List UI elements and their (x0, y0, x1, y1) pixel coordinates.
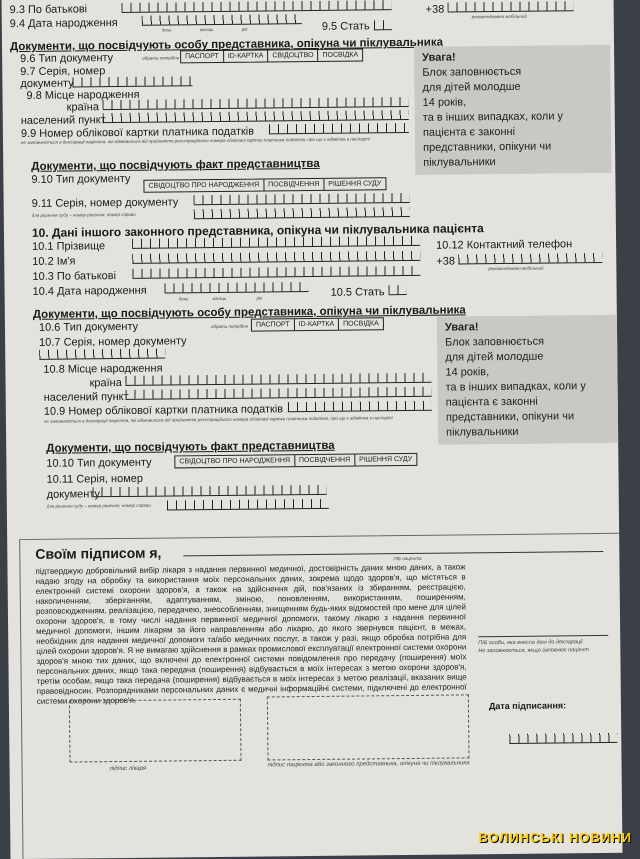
s10-reptype-court[interactable]: РІШЕННЯ СУДУ (355, 454, 416, 466)
s10-sex-label: 10.5 Стать (331, 287, 385, 299)
s9-reptype-certificate[interactable]: ПОСВІДЧЕННЯ (264, 179, 324, 191)
s9-doctype-idcard[interactable]: ID-КАРТКА (224, 50, 269, 61)
s9-court-note: для рішення суду – номер рішення, номер справи (32, 212, 136, 218)
s10-warning-box (437, 315, 622, 445)
s10-docs-heading: Документи, що посвідчують особу представника, опікуна чи піклувальника (33, 304, 466, 321)
s10-series-cells[interactable] (39, 349, 165, 360)
s10-dob-cells[interactable] (165, 282, 309, 294)
s10-phone-cells[interactable] (458, 253, 602, 265)
s10-phone-label: 10.12 Контактний телефон (436, 239, 572, 251)
s9-tax-cells[interactable] (269, 123, 409, 134)
s10-choose-hint: обрати потрібне (211, 324, 248, 329)
s9-year-hint: рік (242, 27, 248, 32)
s10-reptype-certificate[interactable]: ПОСВІДЧЕННЯ (295, 455, 355, 467)
s10-year-hint: рік (257, 296, 263, 301)
s10-surname-cells[interactable] (132, 236, 420, 249)
s9-patronymic-cells[interactable] (122, 0, 392, 13)
s9-reptype-options (143, 177, 386, 193)
declaration-form-page (2, 0, 623, 859)
s10-tax-label: 10.9 Номер облікової картки платника податків (44, 404, 283, 418)
s9-rep-heading: Документи, що посвідчують факт представництва (31, 158, 320, 173)
watermark-logo: ВОЛИНСЬКІ НОВИНИ (478, 830, 632, 845)
s9-repseries-cells-2[interactable] (194, 207, 410, 219)
s10-birthplace-label: 10.8 Місце народження (43, 364, 162, 376)
s9-doctype-certificate[interactable]: СВІДОЦТВО (268, 50, 318, 62)
s10-repseries-cells[interactable] (93, 485, 327, 497)
s10-warning-line: піклувальники (446, 424, 614, 441)
s10-patronymic-cells[interactable] (132, 266, 420, 279)
s9-series-cells[interactable] (72, 76, 192, 87)
signing-date-label: Дата підписання: (489, 701, 566, 711)
s10-name-label: 10.2 Ім'я (32, 256, 75, 267)
doctor-signature-box[interactable] (69, 699, 242, 763)
s10-locality-cells[interactable] (126, 387, 432, 400)
s9-warning-box (414, 45, 611, 175)
s10-repseries-label: 10.11 Серія, номер (46, 474, 143, 486)
s9-warning-line: піклувальники (423, 154, 603, 171)
s9-day-hint: день (162, 27, 172, 32)
s10-country-label: країна (89, 378, 121, 389)
s9-repseries-label: 9.11 Серія, номер документу (32, 197, 179, 210)
s10-warning-title: Увага! (445, 319, 613, 336)
s9-country-label: країна (67, 102, 99, 113)
s10-warning-line: 14 років, (445, 364, 613, 381)
s9-warning-line: та в інших випадках, коли у (423, 109, 603, 126)
s9-sex-cells[interactable] (374, 20, 392, 30)
s9-doctype-options (180, 48, 363, 63)
s10-phone-hint: рекомендовано мобільний (488, 266, 543, 272)
s9-warning-line: пацієнта є законні (423, 124, 603, 141)
s9-warning-line: представники, опікуни чи (423, 139, 603, 156)
s10-name-cells[interactable] (132, 251, 420, 264)
s9-birthplace-label: 9.8 Місце народження (26, 90, 139, 102)
s10-doctype-options (251, 317, 384, 331)
s10-doctype-permit[interactable]: ПОСВІДКА (339, 318, 383, 329)
consent-text: підтверджую добровільний вибір лікаря з надання первинної медичної, достовірність даних мною даних, а також надаю згоду на обробку та використання моїх персональних даних, зокрема щодо здоров'я, що містяться в електронній системі охорони здоров'я, а також на здійснення дій, пов'язаних із збиранням, реєстрацією, накопиченням, зберіганням, адаптуванням, зміною, поновленням, використанням, поширенням, розповсюдженням, реалізацією, передачею, знеособленням, знищенням будь-яких відомостей про мене для цілей охорони здоров'я, в тому числі надання первинної медичної допомоги, такому лікарю з надання первинної медичної допомоги, іншим лікарям за його направленням або лікарю, до якого звернувся пацієнт, в межах, необхідних для надання медичної допомоги та/або медичних послуг, а також у разі, якщо обробка потрібна для цілей охорони здоров'я. Я не вимагаю здійснення в рамках промислової експлуатації електронної системи охорони здоров'я мною тих даних, що включені до електронної системи повідомлення про передачу (поширення) моїх персональних даних, якщо така передача (поширення) відбувається в моїх інтересах з метою охорони здоров'я, третім особам, якщо така передача (поширення) відбувається в моїх інтересах з метою реалізації, вказаних вище правовідносин. Розпорядниками персональних даних є медичні інформаційні системи, підключені до електронної системи охорони здоров'я. (35, 562, 466, 706)
s10-doctype-idcard[interactable]: ID-КАРТКА (295, 319, 340, 330)
s9-sex-label: 9.5 Стать (322, 21, 370, 33)
s9-tax-note: не заповнюється в декларації пацієнта, які відмовилися від прийняття реєстраційного номера облікової картки платника податків, про що є відмітка в паспорті (21, 136, 370, 145)
s9-doctype-label: 9.6 Тип документу (20, 53, 113, 65)
s9-docs-heading: Документи, що посвідчують особу представника, опікуна чи піклувальника (10, 37, 443, 54)
s9-country-cells[interactable] (103, 97, 409, 110)
s10-doctype-passport[interactable]: ПАСПОРТ (252, 319, 295, 330)
s10-doctype-label: 10.6 Тип документу (39, 322, 138, 334)
s10-locality-label: населений пункт (44, 392, 129, 404)
s10-patronymic-label: 10.3 По батькові (32, 271, 116, 283)
s10-day-hint: день (179, 296, 189, 301)
s10-warning-line: Блок заповнюється (445, 334, 613, 351)
s9-phone-hint: рекомендовано мобільний (472, 14, 527, 20)
s10-court-note: для рішення суду – номер рішення, номер справи (47, 503, 151, 509)
s9-reptype-court[interactable]: РІШЕННЯ СУДУ (324, 178, 385, 190)
s9-reptype-birth-cert[interactable]: СВІДОЦТВО ПРО НАРОДЖЕННЯ (144, 179, 264, 191)
s10-rep-heading: Документи, що посвідчують факт представництва (46, 440, 335, 455)
s10-phone-prefix: +38 (436, 256, 455, 267)
s9-warning-line: Блок заповнюється (422, 64, 602, 81)
patient-signature-label: підпис пацієнта або законного представника, опікуна чи піклувальника (268, 760, 470, 768)
s9-tax-label: 9.9 Номер облікової картки платника податків (21, 127, 254, 140)
s10-country-cells[interactable] (125, 373, 431, 386)
s9-document-label: документу (20, 78, 73, 90)
s10-reptype-label: 10.10 Тип документу (46, 458, 151, 470)
s10-sex-cells[interactable] (389, 285, 407, 295)
s9-series-label: 9.7 Серія, номер (20, 66, 105, 78)
s10-warning-line: пацієнта є законні (446, 394, 614, 411)
doctor-signature-label: підпис лікаря (110, 766, 147, 772)
patient-signature-box[interactable] (267, 694, 470, 760)
s10-series-label: 10.7 Серія, номер документу (39, 336, 187, 349)
s9-dob-label: 9.4 Дата народження (10, 18, 118, 30)
s9-doctype-passport[interactable]: ПАСПОРТ (181, 51, 224, 62)
s9-phone-prefix: +38 (426, 5, 445, 16)
s10-warning-line: та в інших випадках, коли у (446, 379, 614, 396)
s9-warning-title: Увага! (422, 49, 602, 66)
s10-tax-note: не заповнюється в декларації пацієнта, які відмовилися від прийняття реєстраційного номера облікової картки платника податків, про що є відмітка в паспорті (44, 415, 393, 424)
s10-month-hint: місяць (213, 296, 227, 301)
s10-surname-label: 10.1 Прізвище (32, 241, 105, 253)
s10-repseries-cells-2[interactable] (167, 499, 329, 511)
declarant-note: Не заповнюється, якщо заповнює пацієнт (478, 647, 589, 654)
s9-repseries-cells[interactable] (194, 193, 410, 205)
s10-warning-line: представники, опікуни чи (446, 409, 614, 426)
s10-reptype-options (174, 453, 417, 469)
s9-reptype-label: 9.10 Тип документу (31, 174, 130, 186)
s10-reptype-birth-cert[interactable]: СВІДОЦТВО ПРО НАРОДЖЕННЯ (175, 455, 295, 467)
s10-warning-line: для дітей молодше (445, 349, 613, 366)
s9-patronymic-label: 9.3 По батькові (10, 4, 88, 16)
s9-warning-line: для дітей молодше (422, 79, 602, 96)
s9-warning-line: 14 років, (423, 94, 603, 111)
signature-heading: Своїм підписом я, (35, 546, 161, 561)
patient-name-hint: ПІБ пацієнта (393, 556, 421, 561)
signing-date-cells[interactable] (509, 733, 617, 744)
s9-doctype-permit[interactable]: ПОСВІДКА (318, 49, 362, 60)
s10-document-label: документу (47, 489, 100, 501)
s9-locality-cells[interactable] (103, 110, 409, 123)
s9-choose-hint: обрати потрібне (142, 55, 179, 60)
s10-tax-cells[interactable] (288, 401, 432, 413)
s10-title: 10. Дані іншого законного представника, опікуна чи піклувальника пацієнта (32, 222, 484, 239)
s9-month-hint: місяць (200, 27, 214, 32)
s10-dob-label: 10.4 Дата народження (33, 286, 147, 298)
s9-dob-cells[interactable] (142, 14, 302, 26)
s9-phone-cells[interactable] (448, 1, 574, 12)
declarant-name-hint: ПІБ особи, яка внесла дані до декларації (478, 639, 582, 646)
s9-locality-label: населений пункт (21, 115, 106, 127)
